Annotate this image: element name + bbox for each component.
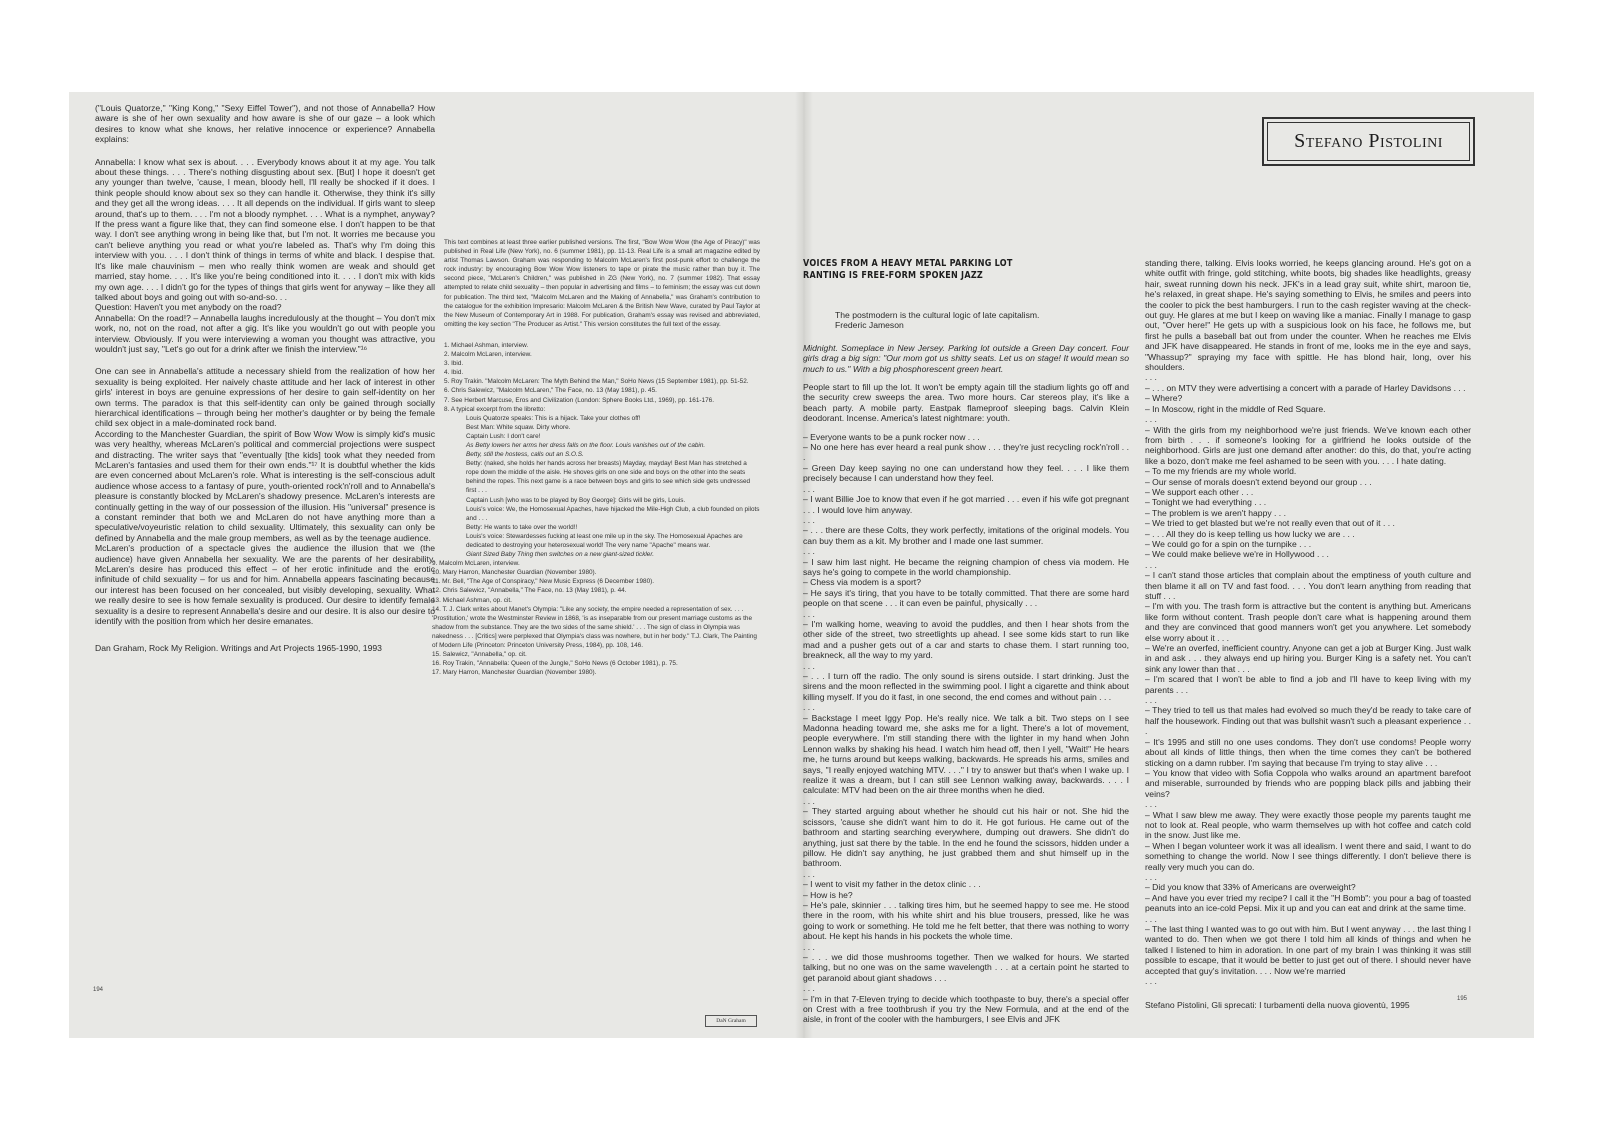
author-name-box — [1262, 117, 1475, 166]
note-item: 11. Mr. Bell, "The Age of Conspiracy," New Music Express (6 December 1980). — [432, 578, 655, 586]
note-item: 4. Ibid. — [444, 369, 464, 377]
paragraph: One can see in Annabella's attitude a necessary shield from the realization of how her sexuality is being exploited. Her naively chaste attitude and her lack of interest in other girls' interest in boys are genuine expressions of her desire to gain self-identity on her own terms. The paradox is that this self-identity can only be gained through socially hierarchical identifications – through being her mother's daughter or by being the female child sex object in a male-dominated rock band. — [95, 366, 435, 429]
note-item: 1. Michael Ashman, interview. — [444, 341, 529, 349]
note-item: 6. Chris Salewicz, "Malcolm McLaren," The Face, no. 13 (May 1981), p. 45. — [444, 387, 657, 395]
signature: Dan Graham, Rock My Religion. Writings and Art Projects 1965-1990, 1993 — [95, 642, 382, 653]
notes-list — [432, 559, 760, 677]
page-number-right: 195 — [1457, 996, 1468, 1002]
libretto-line: Best Man: White squaw. Dirty whore. — [466, 423, 571, 431]
section-heading: VOICES FROM A HEAVY METAL PARKING LOT — [803, 258, 1013, 269]
section-subheading: RANTING IS FREE-FORM SPOKEN JAZZ — [803, 270, 984, 281]
note-item: 13. Michael Ashman, op. cit. — [432, 596, 512, 604]
note-item: 14. T. J. Clark writes about Manet's Olympia: "Like any society, the empire needed a representation of sex. . . . 'Prostitution,' wrote the Westminster Review in 1868, 'is as inseparable from our present marriage customs as the shadow from the substance. They are the two sides of the same shield.' . . . The sign of class in Olympia was nakedness . . . [Critics] were perplexed that Olympia's class was nowhere, but in her body." T.J. Clark, The Painting of Modern Life (Princeton: Princeton University Press, 1984), pp. 108, 146. — [432, 605, 757, 650]
paragraph: Midnight. Someplace in New Jersey. Parking lot outside a Green Day concert. Four girls drag a big sign: "Our mom got us shitty seats. Let us on stage! It would mean so much to us." With a big phosphorescent green heart. — [803, 342, 1129, 374]
notes-intro: This text combines at least three earlier published versions. The first, "Bow Wow Wow (the Age of Piracy)" was published in Real Life (New York), no. 6 (summer 1981), pp. 11-13. Real Life is a small art magazine edited by artist Thomas Lawson. Graham was responding to Malcolm McLaren's first post-punk effort to challenge the rock industry: by encouraging Bow Wow Wow listeners to tape or pirate the music rather than buy it. The second piece, "McLaren's Children," was published in ZG (New York), no. 7 (summer 1982). That essay attempted to relate child sexuality – then popular in advertising and films – to feminism; the essay was cut down for publication. The third text, "Malcolm McLaren and the Making of Annabella," was Graham's contribution to the catalogue for the exhibition Impresario: Malcolm McLaren & the British New Wave, curated by Paul Taylor at the New Museum of Contemporary Art in 1988. For publication, Graham's essay was revised and abbreviated, omitting the key section "The Producer as Artist." This version constitutes the full text of the essay. — [444, 239, 760, 328]
signature: Stefano Pistolini, Gli sprecati: I turbamenti della nuova gioventù, 1995 — [1145, 1000, 1410, 1011]
libretto-excerpt — [444, 414, 760, 560]
right-column-1 — [803, 258, 1129, 1025]
dialogue-block: standing there, talking. Elvis looks worried, he keeps glancing around. He's got on a white outfit with fringe, gold stitching, white boots, big shades like headlights, greasy hair, sweat running down his neck. JFK's in a lead gray suit, white shirt, maroon tie, he's relaxed, in great shape. He's saying something to Elvis, he smiles and peers into the cooler to pick the best hamburgers. I run to the cash register waving at the check-out guy. He glares at me but I keep on waving like a maniac. Finally I manage to gasp out, "Over here!" He gets up with a suspicious look on his face, he follows me, but first he pulls a baseball bat out from under the counter. When he reaches me Elvis and JFK have disappeared. He stands in front of me, looks me in the eye and says, "Whassup?" spraying my face with spittle. He has blond hair, long, over his shoulders. . . . – . . . on MTV they were advertising a concert with a parade of Harley Davidsons . . . – Where? – In Moscow, right in the middle of Red Square. . . . – With the girls from my neighborhood we're just friends. We've known each other from birth . . . if someone's looking for a girlfriend he looks outside of the neighborhood. Girls are just one demand after another: do this, do that, you're acting like a bozo, don't make me feel ashamed to be seen with you. . . . I hate dating. – To me my friends are my whole world. – Our sense of morals doesn't extend beyond our group . . . – We support each other . . . – Tonight we had everything . . . – The problem is we aren't happy . . . – We tried to get blasted but we're not really even that out of it . . . – . . . All they do is keep telling us how lucky we are . . . – We could go for a spin on the turnpike . . . – We could make believe we're in Hollywood . . . . . . – I can't stand those articles that complain about the emptiness of youth culture and then blame it all on TV and fast food. . . . You don't learn anything from reading that stuff . . . – I'm with you. The trash form is attractive but the content is anything but. Americans like form without content. Trash people don't care what is happening around them and they are convinced that good manners won't get you anywhere. Let somebody else worry about it . . . – We're an overfed, inefficient country. Anyone can get a job at Burger King. Just walk in and ask . . . they always end up hiring you. Burger King is a safety net. You can't sink any lower than that . . . – I'm scared that I won't be able to find a job and I'll have to keep living with my parents . . . . . . – They tried to tell us that males had evolved so much they'd be ready to take care of half the housework. Finding out that was bullshit wasn't such a pleasant experience . . . – It's 1995 and still no one uses condoms. They don't use condoms! People worry about all kinds of little things, then when the time comes they can't be bothered sticking on a damn rubber. I'm saying that because I'm trying to stay alive . . . – You know that video with Sofia Coppola who walks around an apartment barefoot and miserable, surrounded by friends who are popping black pills and jabbing their veins? . . . – What I saw blew me away. They were exactly those people my parents taught me not to look at. Real people, who warm themselves up with hot coffee and catch cold in the snow. Just like me. – When I began volunteer work it was all idealism. I went there and said, I want to do something to change the world. Now I see things differently. I don't believe there is really very much you can do. . . . – Did you know that 33% of Americans are overweight? – And have you ever tried my recipe? I call it the "H Bomb": you pour a bag of toasted peanuts into an ice-cold Pepsi. Mix it up and you can eat and drink at the same time. . . . – The last thing I wanted was to go out with him. But I went anyway . . . the last thing I wanted to do. Then when we got there I told him all kinds of things and when he talked I listened to him in adoration. In one part of my brain I was thinking it was still possible to escape, that it would be better to just get out of there. I should never have accepted that guy's invitation. . . . Now we're married . . . — [1145, 258, 1472, 987]
note-item: 17. Mary Harron, Manchester Guardian (November 1980). — [432, 669, 597, 677]
interview-answer: Annabella: I know what sex is about. . . . Everybody knows about it at my age. You talk about these things. . . . There's nothing disgusting about sex. [But] I hope it doesn't get any younger than twelve, 'cause, I mean, bloody hell, I'll really be shocked if it does. I think people should know about sex so they can handle it. Otherwise, they think it's silly and they get all the wrong ideas. . . . It all depends on the individual. If girls want to sleep around, that's up to them. . . . I'm not a bloody nymphet. . . . What is a nymphet, anyway? If the press want a figure like that, they can find someone else. I don't happen to be that way. I don't see anything wrong in being like that, but I'm not. It worries me because you can't believe anything you read or what you're labeled as. That's why I'm doing this interview with you. . . . I don't think of things in terms of white and black. I despise that. It's like male chauvinism – men who really think women are weak and should get married, stay home. . . . It's like you're being conditioned into it. . . . I don't mix with kids my own age. . . . I didn't go for the types of things that girls went for anyway – like they all talked about boys and going out with so-and-so. . . — [95, 156, 435, 302]
note-item: 5. Roy Trakin. "Malcolm McLaren: The Myth Behind the Man," SoHo News (15 September 1981), pp. 51-52. — [444, 378, 749, 386]
paragraph: McLaren's production of a spectacle gives the audience the illusion that we (the audience) have given Annabella her sexuality. We are the parents of her desirability. McLaren's desire has produced this effect – of her erotic infinitude and the erotic infinitude of child sexuality – for us and for him. Annabella appears fascinating because our interest has been focused on her concealed, but visibly developing, sexuality. What we really desire to see is how female sexuality is produced. Our desire to identify female sexuality is a desire to represent Annabella's desire and our desire. It is also our desire to identify with the position from which her desire emanates. — [95, 543, 435, 627]
libretto-line: As Betty lowers her arms her dress falls on the floor. Louis vanishes out of the cabin. — [466, 441, 706, 449]
libretto-line: Betty, still the hostess, calls out an S.O.S. — [466, 451, 584, 459]
left-notes-column — [432, 238, 760, 677]
libretto-line: Louis's voice: We, the Homosexual Apaches, have hijacked the Mile-High Club, a club founded on pilots and . . . — [466, 505, 760, 522]
note-item: 2. Malcolm McLaren, interview. — [444, 351, 532, 359]
note-item: 7. See Herbert Marcuse, Eros and Civilization (London: Sphere Books Ltd., 1969), pp. 161-176. — [444, 396, 714, 404]
left-main-column — [95, 103, 435, 653]
note-item: 12. Chris Salewicz, "Annabella," The Face, no. 13 (May 1981), p. 44. — [432, 587, 627, 595]
epigraph — [803, 310, 1129, 331]
libretto-line: Betty: (naked, she holds her hands across her breasts) Mayday, mayday! Best Man has stretched a rope down the middle of the aisle. He shoves girls on one side and boys on the other into the seats behind the ropes. This next game is a race between boys and girls to see which side gets undressed first . . . — [466, 460, 751, 495]
notes-list — [444, 341, 760, 414]
note-item: 15. Salewicz, "Annabella," op. cit. — [432, 651, 527, 659]
libretto-line: Louis Quatorze speaks: This is a hijack. Take your clothes off! — [466, 414, 641, 422]
libretto-line: Louis's voice: Stewardesses fucking at least one mile up in the sky. The Homosexual Apaches are dedicated to destroying your heterosexual world! The very name "Apache" means war. — [466, 532, 743, 549]
paragraph: ("Louis Quatorze," "King Kong," "Sexy Eiffel Tower"), and not those of Annabella? How aware is she of her own sexuality and how aware is she of our gaze – a look which desires to know what she knows, her relative innocence or experience? Annabella explains: — [95, 103, 435, 145]
note-item: 9. Malcolm McLaren, interview. — [432, 560, 520, 568]
interview-question: Question: Haven't you met anybody on the road? — [95, 302, 282, 313]
dialogue-block: – Everyone wants to be a punk rocker now . . . – No one here has ever heard a real punk show . . . they're just recycling rock'n'roll . . . – Green Day keep saying no one can understand how they feel. . . . I like them precisely because I can understand how they feel. . . . – I want Billie Joe to know that even if he got married . . . even if his wife got pregnant . . . I would love him anyway. . . . – . . . there are these Colts, they work perfectly, imitations of the original models. You can buy them as a kit. My brother and I made one last summer. . . . – I saw him last night. He became the reigning champion of chess via modem. He says he's going to compete in the world championship. – Chess via modem is a sport? – He says it's tiring, that you have to be totally committed. That there are some hard people on that scene . . . it can even be painful, physically . . . . . . – I'm walking home, weaving to avoid the puddles, and then I hear shots from the other side of the street, two streetlights up ahead. I see some kids start to run like mad and a pusher gets out of a car and starts to chase them. I start running too, breakneck, all the way to my yard. . . . – . . . I turn off the radio. The only sound is sirens outside. I start drinking. Just the sirens and the moon reflected in the swimming pool. I light a cigarette and think about killing myself. If you do it fast, in one second, the end comes and without pain . . . . . . – Backstage I meet Iggy Pop. He's really nice. We talk a bit. Two steps on I see Madonna heading toward me, she asks me for a light. There's a lot of movement, people everywhere. I'm still standing there with the lighter in my hand when John Lennon walks by shaking his head. I watch him head off, then I yell, "Wait!" He hears me, he turns around but keeps walking, backwards. He spreads his arms, smiles and says, "I really enjoyed watching MTV. . . ." I try to answer but that's when I wake up. I realize it was a dream, but I can still see Lennon walking away, backwards. . . . I calculate: MTV had been on the air three months when he died. . . . – They started arguing about whether he should cut his hair or not. She hid the scissors, 'cause she didn't want him to do it. He got furious. He came out of the bathroom and starting searching everywhere, dumping out drawers. She didn't do anything, just sat there by the table. In the end he found the scissors, hidden under a pillow. He didn't say anything, he just grabbed them and shut himself up in the bathroom. . . . – I went to visit my father in the detox clinic . . . – How is he? – He's pale, skinnier . . . talking tires him, but he seemed happy to see me. He stood there in the room, with his white shirt and his blue trousers, pressed, like he was going to work or something. He told me he felt better, that there was nothing to worry about. He kept his hands in his pockets the whole time. . . . – . . . we did those mushrooms together. Then we walked for hours. We started talking, but no one was on the same wavelength . . . at a certain point he started to get paranoid about giant shadows . . . . . . – I'm in that 7-Eleven trying to decide which toothpaste to buy, there's a special offer on Crest with a free toothbrush if you try the New Formula, and at the end of the aisle, in front of the cooler with the hamburgers, I see Elvis and JFK — [803, 431, 1129, 1025]
note-item: 3. Ibid. — [444, 360, 464, 368]
right-column-2 — [1145, 258, 1471, 1011]
libretto-line: Betty: He wants to take over the world!! — [466, 523, 578, 531]
note-item: 10. Mary Harron, Manchester Guardian (November 1980). — [432, 569, 597, 577]
paragraph: People start to fill up the lot. It won't be empty again till the stadium lights go off and the security crew sweeps the area. Two more hours. Car stereos play, it's like a beach party. A mobile party. Eastpak flameproof sleeping bags. Calvin Klein deodorant. Incense. America's latest nightmare: youth. — [803, 382, 1129, 424]
epigraph-author: Frederic Jameson — [835, 320, 904, 331]
interview-answer: Annabella: On the road!? – Annabella laughs incredulously at the thought – You don't mix work, no, not on the road, not after a gig. It's like you wouldn't go out with people you interview. Obviously. If you were interviewing a woman you thought was attractive, you wouldn't just say, "Let's go out for a drink after we finish the interview."¹⁶ — [95, 312, 435, 354]
libretto-line: Giant Sized Baby Thing then switches on a new giant-sized tickler. — [466, 551, 655, 559]
libretto-line: Captain Lush [who was to be played by Boy George]: Girls will be girls, Louis. — [466, 496, 686, 504]
footer-author-tag: DaN Graham — [705, 1015, 757, 1027]
note-item: 8. A typical excerpt from the libretto: — [444, 405, 546, 413]
libretto-line: Captain Lush: I don't care! — [466, 432, 541, 440]
note-item: 16. Roy Trakin, "Annabella: Queen of the Jungle," SoHo News (6 October 1981), p. 75. — [432, 660, 678, 668]
epigraph-quote: The postmodern is the cultural logic of late capitalism. — [835, 310, 1040, 320]
page-number-left: 194 — [93, 987, 104, 993]
paragraph: According to the Manchester Guardian, the spirit of Bow Wow Wow is simply kid's music was very healthy, whereas McLaren's political and commercial projections were suspect and distracting. The writer says that "eventually [the kids] took what they needed from McLaren's fantasies and used them for their own ends."¹⁷ It is doubtful whether the kids are even concerned about McLaren's role. What is interesting is the self-conscious adult audience whose access to a fantasy of pure, youth-oriented rock'n'roll and to Annabella's pleasure is constantly blocked by McLaren's shadowy presence. McLaren's interests are continually getting in the way of our possession of the illusion. His "universal" presence is a constant reminder that both we and McLaren do not have anything more than a speculative/voyeuristic relation to child sexuality. Ultimately, this sexuality can only be defined by Annabella and the male group members, as well as by the teenage audience. — [95, 428, 435, 543]
author-name: Stefano Pistolini — [1267, 122, 1470, 161]
